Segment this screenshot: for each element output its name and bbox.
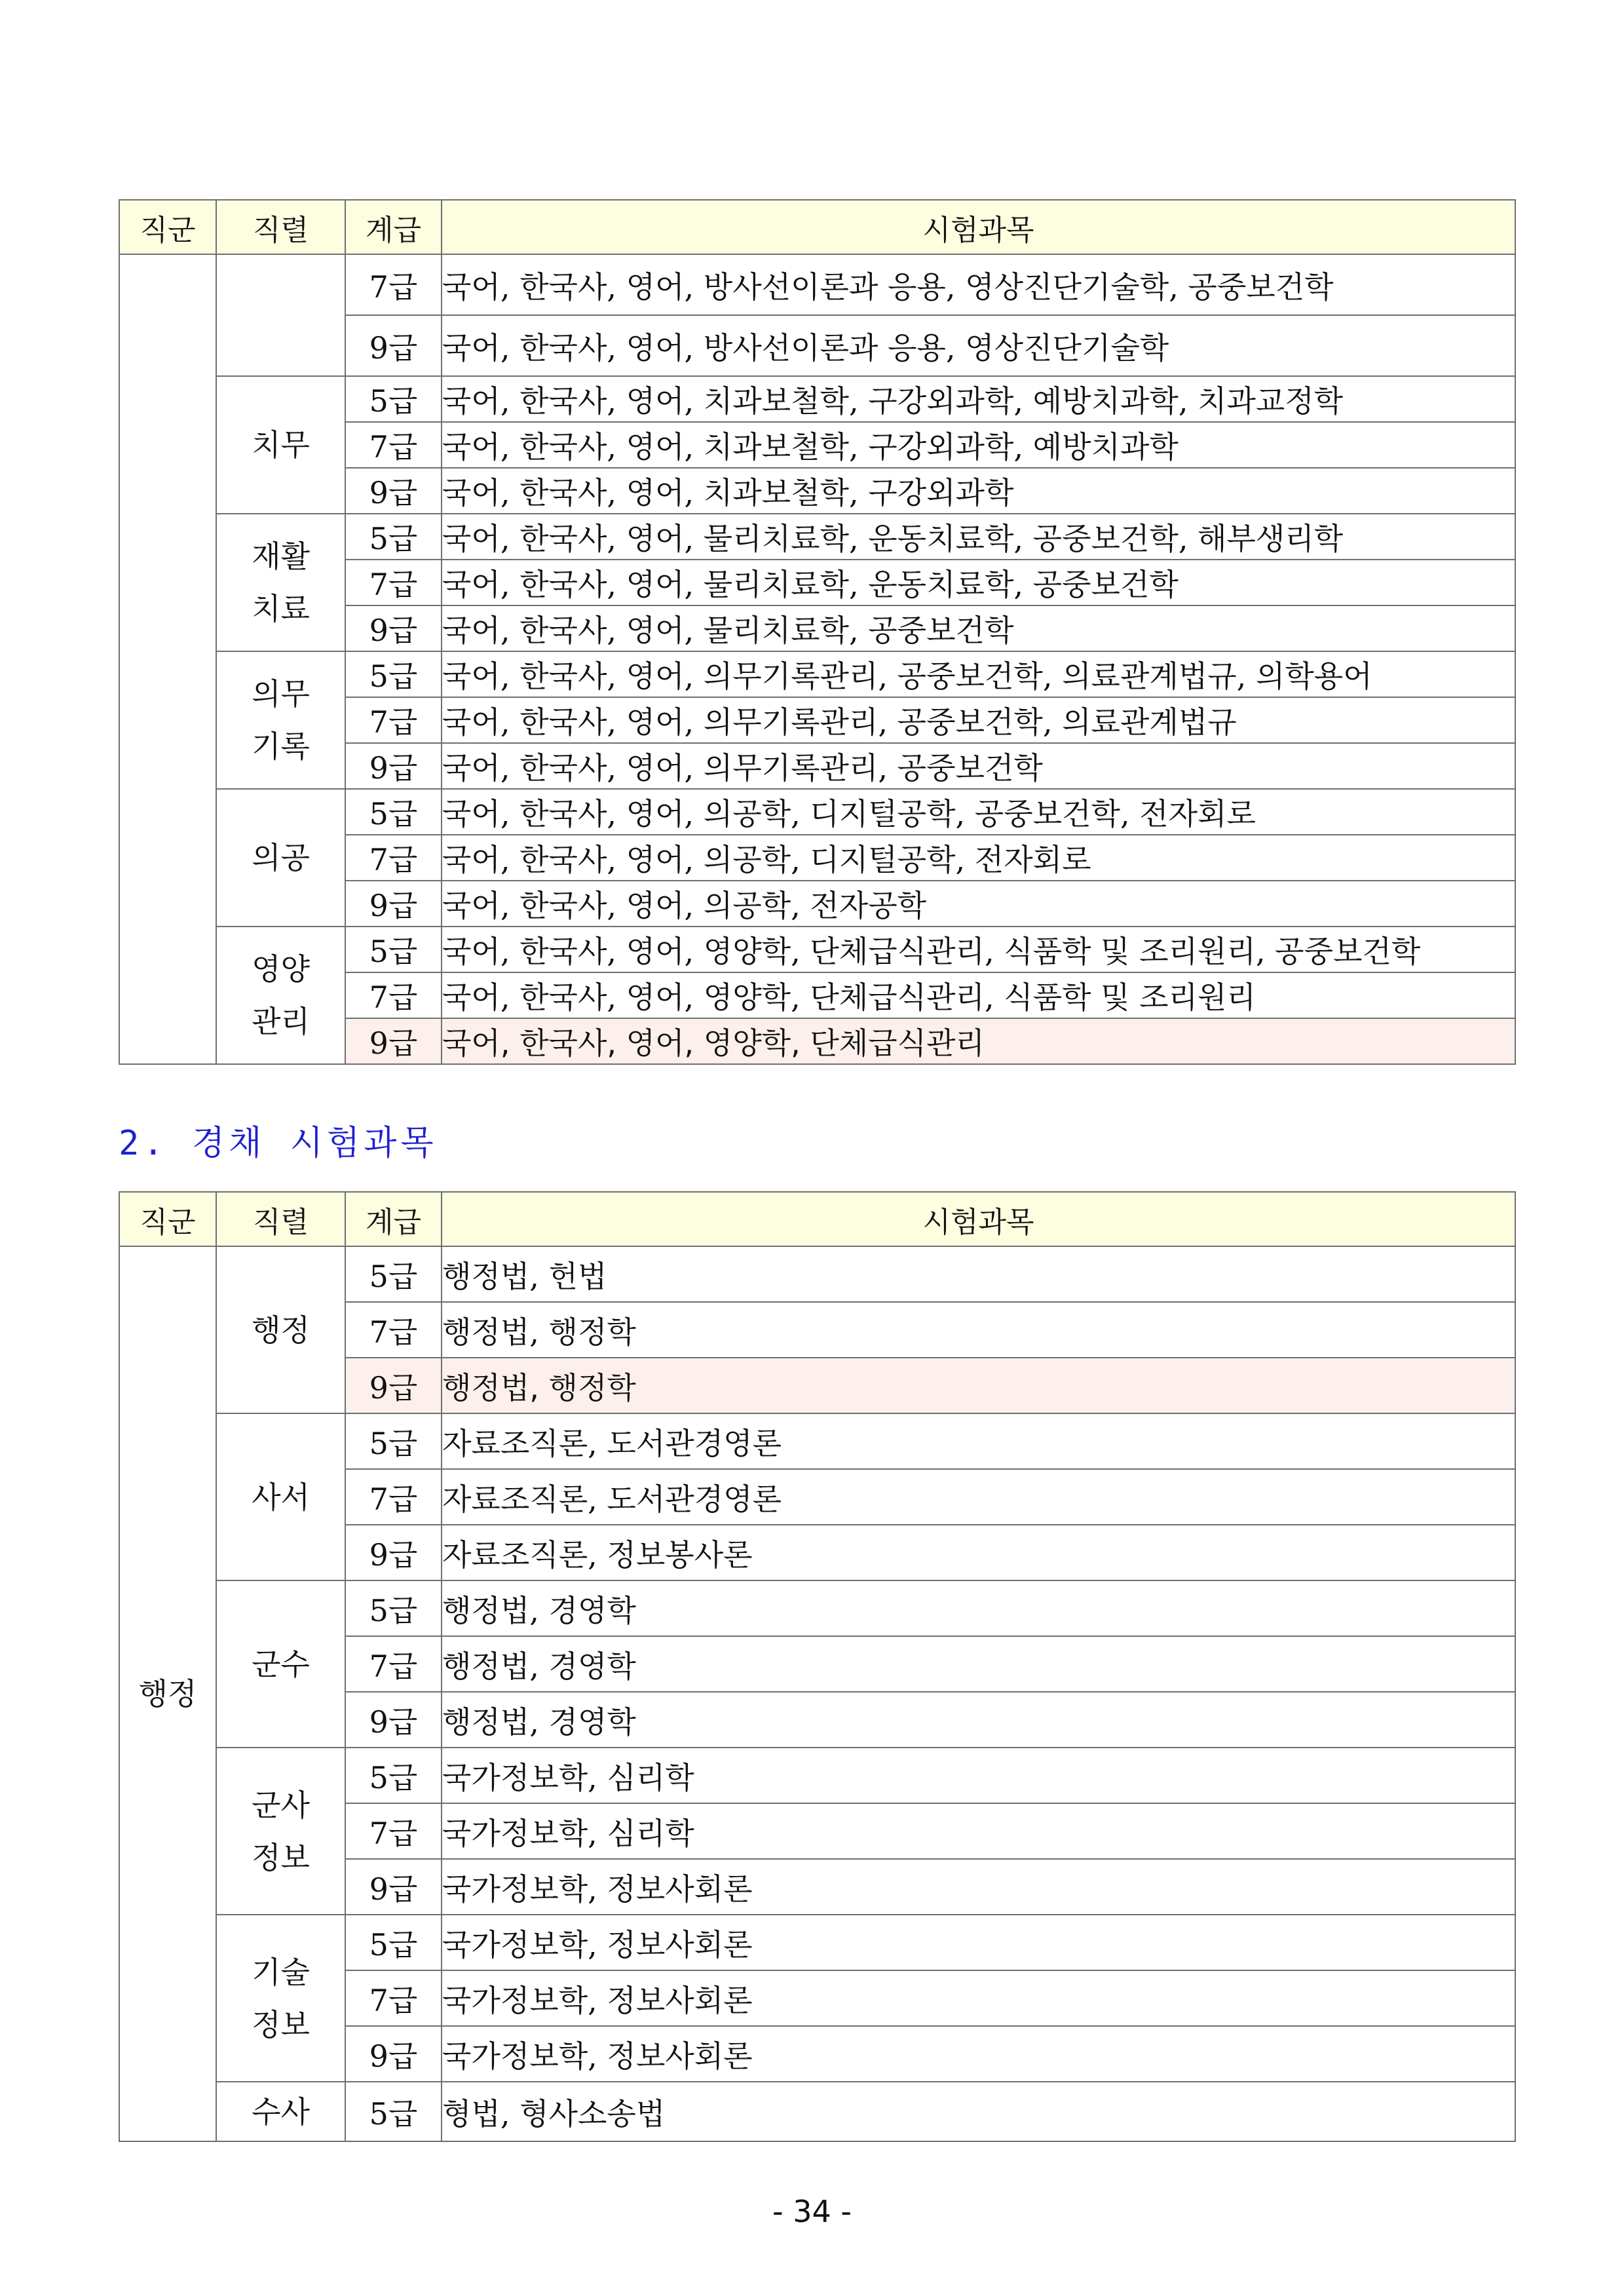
subjects-cell: 행정법, 행정학 [442,1358,1515,1413]
grade-cell: 5급 [345,927,442,972]
grade-cell: 7급 [345,1302,442,1358]
subjects-cell: 국어, 한국사, 영어, 영양학, 단체급식관리, 식품학 및 조리원리, 공중보건학 [442,927,1515,972]
header-group: 직군 [119,200,216,254]
grade-cell: 9급 [345,468,442,514]
header-role: 직렬 [216,200,345,254]
grade-cell: 7급 [345,835,442,881]
grade-cell: 5급 [345,1246,442,1302]
grade-cell: 7급 [345,1970,442,2026]
subjects-cell: 국가정보학, 정보사회론 [442,2026,1515,2082]
grade-cell: 9급 [345,2026,442,2082]
role-cell: 치무 [216,376,345,514]
role-cell [216,651,345,789]
grade-cell: 5급 [345,651,442,697]
grade-cell: 7급 [345,560,442,605]
grade-cell: 5급 [345,2082,442,2141]
grade-cell: 9급 [345,1859,442,1915]
exam-subjects-table-continued [119,199,1516,1065]
role-cell: 의공 [216,789,345,927]
grade-cell: 5급 [345,1413,442,1469]
grade-cell: 7급 [345,1803,442,1859]
subjects-cell: 국어, 한국사, 영어, 방사선이론과 응용, 영상진단기술학, 공중보건학 [442,254,1515,315]
role-cell: 사서 [216,1413,345,1580]
subjects-cell: 행정법, 헌법 [442,1246,1515,1302]
grade-cell: 9급 [345,315,442,376]
grade-cell: 9급 [345,605,442,651]
subjects-cell: 국가정보학, 정보사회론 [442,1859,1515,1915]
subjects-cell: 국어, 한국사, 영어, 물리치료학, 공중보건학 [442,605,1515,651]
subjects-cell: 행정법, 행정학 [442,1302,1515,1358]
grade-cell: 9급 [345,1525,442,1580]
grade-cell: 9급 [345,1018,442,1064]
role-cell [216,254,345,376]
grade-cell: 7급 [345,1636,442,1692]
subjects-cell: 행정법, 경영학 [442,1580,1515,1636]
grade-cell: 5급 [345,1915,442,1970]
role-cell: 군수 [216,1580,345,1748]
subjects-cell: 국가정보학, 정보사회론 [442,1970,1515,2026]
role-line: 정보 [252,1839,310,1875]
header-subjects: 시험과목 [442,1192,1515,1246]
role-cell [216,927,345,1064]
subjects-cell: 국어, 한국사, 영어, 영양학, 단체급식관리, 식품학 및 조리원리 [442,972,1515,1018]
grade-cell: 5급 [345,1580,442,1636]
subjects-cell: 국어, 한국사, 영어, 의공학, 디지털공학, 전자회로 [442,835,1515,881]
section-title: 2. 경채 시험과목 [119,1124,438,1163]
subjects-cell: 자료조직론, 도서관경영론 [442,1469,1515,1525]
subjects-cell: 국가정보학, 심리학 [442,1748,1515,1803]
subjects-cell: 국어, 한국사, 영어, 의무기록관리, 공중보건학, 의료관계법규, 의학용어 [442,651,1515,697]
subjects-cell: 국어, 한국사, 영어, 의무기록관리, 공중보건학 [442,743,1515,789]
subjects-cell: 국가정보학, 정보사회론 [442,1915,1515,1970]
header-role: 직렬 [216,1192,345,1246]
grade-cell: 7급 [345,697,442,743]
subjects-cell: 자료조직론, 정보봉사론 [442,1525,1515,1580]
grade-cell: 9급 [345,881,442,927]
subjects-cell: 국어, 한국사, 영어, 방사선이론과 응용, 영상진단기술학 [442,315,1515,376]
grade-cell: 5급 [345,789,442,835]
role-line: 치료 [252,591,310,626]
group-cell [119,254,216,1064]
subjects-cell: 행정법, 경영학 [442,1636,1515,1692]
role-line: 기록 [252,729,310,764]
role-cell [216,514,345,651]
career-exam-subjects-table [119,1191,1516,2142]
role-cell [216,1748,345,1915]
role-line: 정보 [252,2006,310,2042]
header-grade: 계급 [345,1192,442,1246]
subjects-cell: 국가정보학, 심리학 [442,1803,1515,1859]
subjects-cell: 국어, 한국사, 영어, 치과보철학, 구강외과학, 예방치과학, 치과교정학 [442,376,1515,422]
grade-cell: 9급 [345,1358,442,1413]
subjects-cell: 국어, 한국사, 영어, 치과보철학, 구강외과학 [442,468,1515,514]
grade-cell: 7급 [345,972,442,1018]
grade-cell: 7급 [345,422,442,468]
role-line: 영양 [252,951,310,987]
grade-cell: 7급 [345,254,442,315]
role-line: 재활 [252,539,310,574]
subjects-cell: 국어, 한국사, 영어, 영양학, 단체급식관리 [442,1018,1515,1064]
subjects-cell: 행정법, 경영학 [442,1692,1515,1748]
grade-cell: 5급 [345,514,442,560]
grade-cell: 9급 [345,1692,442,1748]
page-number: - 34 - [772,2194,852,2229]
subjects-cell: 국어, 한국사, 영어, 의무기록관리, 공중보건학, 의료관계법규 [442,697,1515,743]
role-line: 기술 [252,1954,310,1990]
grade-cell: 7급 [345,1469,442,1525]
role-line: 관리 [252,1004,310,1039]
grade-cell: 5급 [345,376,442,422]
header-grade: 계급 [345,200,442,254]
subjects-cell: 형법, 형사소송법 [442,2082,1515,2141]
grade-cell: 5급 [345,1748,442,1803]
subjects-cell: 국어, 한국사, 영어, 의공학, 디지털공학, 공중보건학, 전자회로 [442,789,1515,835]
subjects-cell: 자료조직론, 도서관경영론 [442,1413,1515,1469]
role-cell [216,1915,345,2082]
role-cell: 수사 [216,2082,345,2141]
subjects-cell: 국어, 한국사, 영어, 치과보철학, 구강외과학, 예방치과학 [442,422,1515,468]
role-line: 의무 [252,676,310,712]
header-subjects: 시험과목 [442,200,1515,254]
role-line: 군사 [252,1787,310,1823]
grade-cell: 9급 [345,743,442,789]
group-cell: 행정 [119,1246,216,2141]
role-cell: 행정 [216,1246,345,1413]
subjects-cell: 국어, 한국사, 영어, 물리치료학, 운동치료학, 공중보건학, 해부생리학 [442,514,1515,560]
subjects-cell: 국어, 한국사, 영어, 물리치료학, 운동치료학, 공중보건학 [442,560,1515,605]
header-group: 직군 [119,1192,216,1246]
subjects-cell: 국어, 한국사, 영어, 의공학, 전자공학 [442,881,1515,927]
